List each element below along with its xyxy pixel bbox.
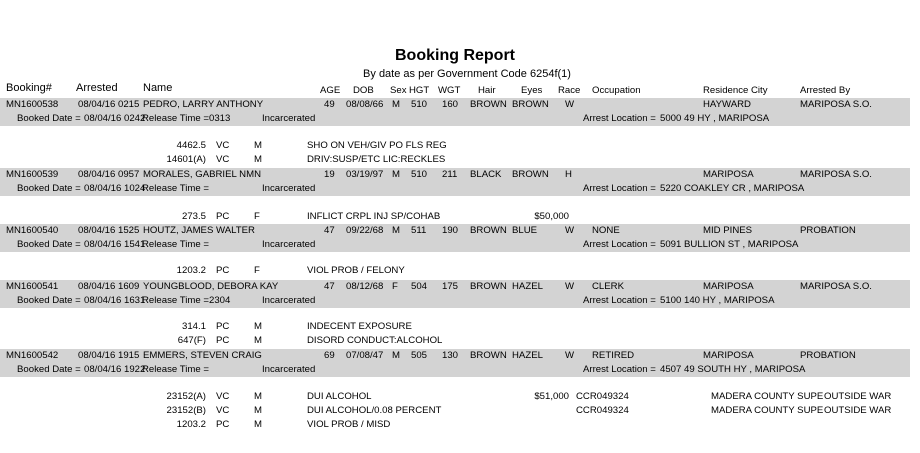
race-value: W [565, 99, 575, 110]
charge-level: M [254, 419, 262, 430]
release-time-label: Release Time = [142, 239, 209, 250]
arrest-location-value: 5220 COAKLEY CR , MARIPOSA [660, 183, 805, 194]
warrant-number: CCR049324 [576, 391, 629, 402]
charge-description: DISORD CONDUCT:ALCOHOL [307, 335, 443, 346]
charge-level: F [254, 211, 260, 222]
hair-value: BROWN [470, 350, 507, 361]
residence-city-value: HAYWARD [703, 99, 751, 110]
col-booking: Booking# [6, 82, 52, 94]
height-value: 505 [411, 350, 428, 361]
height-value: 510 [411, 99, 428, 110]
arrestee-name: MORALES, GABRIEL NMN [143, 169, 261, 180]
eyes-value: HAZEL [512, 281, 543, 292]
charge-description: INDECENT EXPOSURE [307, 321, 412, 332]
race-value: W [565, 281, 575, 292]
arrestee-name: PEDRO, LARRY ANTHONY [143, 99, 264, 110]
age-value: 47 [324, 281, 335, 292]
charge-description: VIOL PROB / MISD [307, 419, 391, 430]
col-age: AGE [320, 85, 341, 96]
hair-value: BLACK [470, 169, 502, 180]
charge-description: DUI ALCOHOL/0.08 PERCENT [307, 405, 442, 416]
age-value: 47 [324, 225, 335, 236]
warrant-court: MADERA COUNTY SUPE [711, 391, 824, 402]
booking-number: MN1600539 [6, 169, 59, 180]
charge-level: M [254, 335, 262, 346]
eyes-value: BLUE [512, 225, 538, 236]
arrested-by-value: PROBATION [800, 225, 856, 236]
dob-value: 03/19/97 [346, 169, 384, 180]
charge-level: M [254, 140, 262, 151]
arrest-location-label: Arrest Location = [583, 295, 656, 306]
arrested-datetime: 08/04/16 1525 [78, 225, 140, 236]
charge-type: PC [216, 419, 230, 430]
arrest-location-value: 5091 BULLION ST , MARIPOSA [660, 239, 799, 250]
charge-code: 273.5 [181, 211, 206, 222]
dob-value: 08/08/66 [346, 99, 384, 110]
booked-date-value: 08/04/16 1541 [84, 239, 146, 250]
weight-value: 175 [442, 281, 459, 292]
col-sex: Sex [390, 85, 407, 96]
residence-city-value: MARIPOSA [703, 169, 754, 180]
custody-status: Incarcerated [262, 239, 316, 250]
arrest-location-value: 5100 140 HY , MARIPOSA [660, 295, 775, 306]
height-value: 504 [411, 281, 428, 292]
weight-value: 190 [442, 225, 459, 236]
charge-code: 4462.5 [176, 140, 206, 151]
booked-date-label: Booked Date = [17, 183, 81, 194]
hair-value: BROWN [470, 225, 507, 236]
height-value: 511 [411, 225, 427, 236]
arrest-location-value: 4507 49 SOUTH HY , MARIPOSA [660, 364, 806, 375]
age-value: 19 [324, 169, 335, 180]
report-title: Booking Report [395, 47, 515, 64]
weight-value: 211 [442, 169, 458, 180]
height-value: 510 [411, 169, 428, 180]
charge-code: 314.1 [181, 321, 206, 332]
col-arrested-by: Arrested By [800, 85, 851, 96]
booked-date-label: Booked Date = [17, 239, 81, 250]
race-value: W [565, 225, 575, 236]
sex-value: M [392, 225, 400, 236]
warrant-number: CCR049324 [576, 405, 629, 416]
booked-date-value: 08/04/16 1631 [84, 295, 146, 306]
eyes-value: BROWN [512, 169, 549, 180]
arrestee-name: EMMERS, STEVEN CRAIG [143, 350, 262, 361]
hair-value: BROWN [470, 99, 507, 110]
custody-status: Incarcerated [262, 364, 316, 375]
charge-type: PC [216, 211, 230, 222]
arrestee-name: HOUTZ, JAMES WALTER [143, 225, 255, 236]
arrest-location-label: Arrest Location = [583, 364, 656, 375]
occupation-value: CLERK [592, 281, 624, 292]
charge-code: 647(F) [177, 335, 206, 346]
col-residence: Residence City [703, 85, 768, 96]
charge-description: INFLICT CRPL INJ SP/COHAB [307, 211, 441, 222]
warrant-court: MADERA COUNTY SUPE [711, 405, 824, 416]
dob-value: 09/22/68 [346, 225, 384, 236]
charge-code: 23152(B) [166, 405, 206, 416]
booked-date-value: 08/04/16 0242 [84, 113, 146, 124]
col-hair: Hair [478, 85, 496, 96]
charge-description: SHO ON VEH/GIV PO FLS REG [307, 140, 447, 151]
charge-code: 1203.2 [176, 419, 206, 430]
charge-type: PC [216, 265, 230, 276]
charge-type: PC [216, 321, 230, 332]
release-time-value: 2304 [209, 295, 231, 306]
col-arrested: Arrested [76, 82, 118, 94]
booking-number: MN1600538 [6, 99, 59, 110]
booking-number: MN1600540 [6, 225, 59, 236]
release-time-label: Release Time = [142, 295, 209, 306]
dob-value: 07/08/47 [346, 350, 384, 361]
charge-code: 14601(A) [166, 154, 206, 165]
eyes-value: HAZEL [512, 350, 543, 361]
charge-type: VC [216, 140, 230, 151]
release-time-value: 0313 [209, 113, 231, 124]
warrant-type: OUTSIDE WAR [824, 391, 892, 402]
sex-value: M [392, 169, 400, 180]
weight-value: 130 [442, 350, 459, 361]
race-value: H [565, 169, 572, 180]
col-eyes: Eyes [521, 85, 543, 96]
residence-city-value: MARIPOSA [703, 350, 754, 361]
arrested-by-value: PROBATION [800, 350, 856, 361]
charge-bail: $50,000 [534, 211, 569, 222]
charge-description: VIOL PROB / FELONY [307, 265, 405, 276]
charge-type: PC [216, 335, 230, 346]
arrested-by-value: MARIPOSA S.O. [800, 281, 872, 292]
charge-type: VC [216, 391, 230, 402]
charge-bail: $51,000 [534, 391, 569, 402]
occupation-value: RETIRED [592, 350, 635, 361]
charge-level: M [254, 154, 262, 165]
booking-number: MN1600541 [6, 281, 59, 292]
charge-type: VC [216, 154, 230, 165]
arrest-location-label: Arrest Location = [583, 239, 656, 250]
booked-date-label: Booked Date = [17, 295, 81, 306]
col-name: Name [143, 82, 173, 94]
charge-code: 1203.2 [176, 265, 206, 276]
charge-description: DUI ALCOHOL [307, 391, 372, 402]
sex-value: M [392, 350, 400, 361]
warrant-type: OUTSIDE WAR [824, 405, 892, 416]
col-hgt: HGT [409, 85, 430, 96]
charge-level: F [254, 265, 260, 276]
sex-value: F [392, 281, 398, 292]
age-value: 69 [324, 350, 335, 361]
custody-status: Incarcerated [262, 113, 316, 124]
arrest-location-value: 5000 49 HY , MARIPOSA [660, 113, 770, 124]
residence-city-value: MARIPOSA [703, 281, 754, 292]
arrested-datetime: 08/04/16 0215 [78, 99, 140, 110]
release-time-label: Release Time = [142, 364, 209, 375]
arrested-datetime: 08/04/16 0957 [78, 169, 140, 180]
release-time-label: Release Time = [142, 113, 209, 124]
custody-status: Incarcerated [262, 295, 316, 306]
booking-number: MN1600542 [6, 350, 59, 361]
residence-city-value: MID PINES [703, 225, 753, 236]
arrest-location-label: Arrest Location = [583, 113, 656, 124]
report-subtitle: By date as per Government Code 6254f(1) [363, 68, 571, 80]
hair-value: BROWN [470, 281, 507, 292]
booked-date-value: 08/04/16 1922 [84, 364, 146, 375]
sex-value: M [392, 99, 400, 110]
booked-date-value: 08/04/16 1024 [84, 183, 146, 194]
arrest-location-label: Arrest Location = [583, 183, 656, 194]
col-wgt: WGT [438, 85, 461, 96]
age-value: 49 [324, 99, 335, 110]
custody-status: Incarcerated [262, 183, 316, 194]
arrested-by-value: MARIPOSA S.O. [800, 99, 872, 110]
occupation-value: NONE [592, 225, 620, 236]
charge-type: VC [216, 405, 230, 416]
booked-date-label: Booked Date = [17, 364, 81, 375]
charge-description: DRIV:SUSP/ETC LIC:RECKLES [307, 154, 446, 165]
arrested-by-value: MARIPOSA S.O. [800, 169, 872, 180]
dob-value: 08/12/68 [346, 281, 384, 292]
race-value: W [565, 350, 575, 361]
charge-code: 23152(A) [166, 391, 206, 402]
col-race: Race [558, 85, 581, 96]
charge-level: M [254, 321, 262, 332]
charge-level: M [254, 391, 262, 402]
release-time-label: Release Time = [142, 183, 209, 194]
eyes-value: BROWN [512, 99, 549, 110]
arrestee-name: YOUNGBLOOD, DEBORA KAY [143, 281, 279, 292]
col-occupation: Occupation [592, 85, 641, 96]
arrested-datetime: 08/04/16 1609 [78, 281, 140, 292]
arrested-datetime: 08/04/16 1915 [78, 350, 140, 361]
weight-value: 160 [442, 99, 459, 110]
col-dob: DOB [353, 85, 374, 96]
charge-level: M [254, 405, 262, 416]
booked-date-label: Booked Date = [17, 113, 81, 124]
